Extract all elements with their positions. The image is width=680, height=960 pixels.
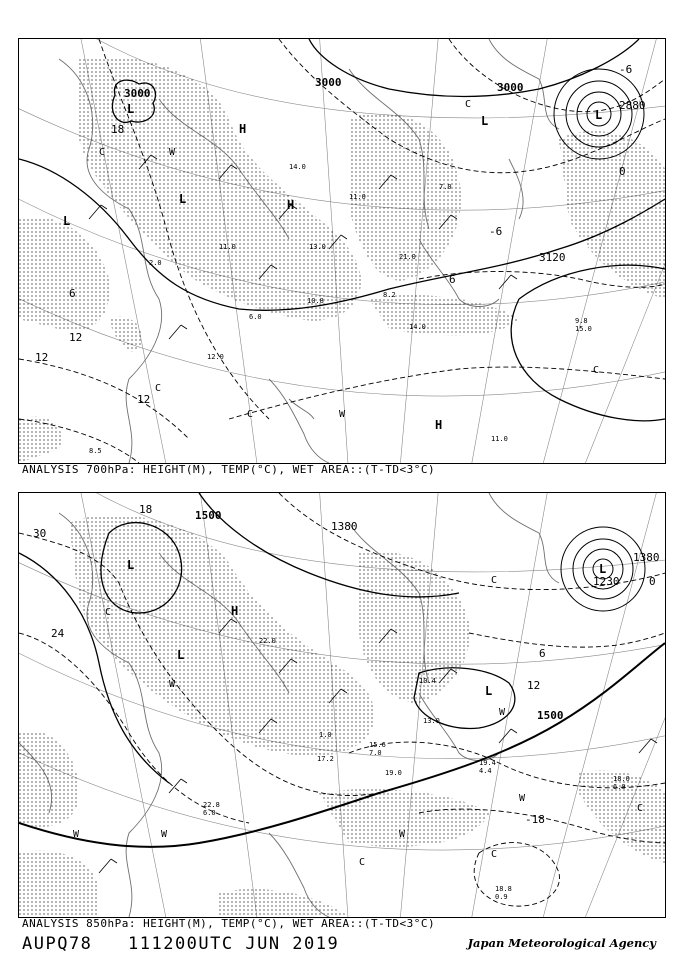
height-label: 1380	[331, 520, 358, 533]
station-value: 8.5	[89, 447, 102, 455]
warm-center: W	[339, 409, 346, 420]
height-label: 1380	[633, 551, 660, 564]
temp-label: 12	[69, 331, 83, 344]
warm-center: W	[399, 829, 406, 840]
station-value: 14.0	[289, 163, 306, 171]
station-value: 10.8	[307, 297, 324, 305]
low-center: L	[127, 558, 135, 572]
warm-center: W	[73, 829, 80, 840]
temp-label: 12	[527, 679, 541, 692]
height-label: 1230	[593, 575, 620, 588]
temp-label: 24	[51, 627, 65, 640]
warm-center: W	[499, 707, 506, 718]
low-center: L	[481, 114, 489, 128]
station-value: 10.4	[419, 677, 436, 685]
station-value: 7.0	[369, 749, 382, 757]
caption-850hpa: ANALYSIS 850hPa: HEIGHT(M), TEMP(°C), WET AREA::(T-TD<3°C)	[22, 917, 436, 930]
low-center: L	[485, 684, 493, 698]
station-value: 7.0	[439, 183, 452, 191]
temp-label: 18	[139, 503, 153, 516]
high-center: H	[231, 604, 239, 618]
station-value: 2.0	[149, 259, 162, 267]
cold-center: C	[593, 365, 600, 376]
station-value: 22.0	[259, 637, 276, 645]
station-value: 6.0	[249, 313, 262, 321]
temp-label: 30	[33, 527, 47, 540]
height-label: 1500	[195, 509, 222, 522]
station-value: 18.0	[613, 775, 630, 783]
low-center: L	[595, 108, 603, 122]
height-label: 3000	[497, 81, 524, 94]
temp-label: 6	[69, 287, 76, 300]
cold-center: C	[637, 803, 644, 814]
station-value: 11.0	[349, 193, 366, 201]
high-center: H	[435, 418, 443, 432]
station-value: 21.0	[399, 253, 416, 261]
temp-label: 18	[111, 123, 125, 136]
cold-center: C	[359, 857, 366, 868]
cold-center: C	[491, 849, 498, 860]
warm-center: W	[519, 793, 526, 804]
station-value: 19.4	[479, 759, 496, 767]
temp-label: 0	[649, 575, 656, 588]
station-value: 15.0	[575, 325, 592, 333]
map-700hpa-canvas	[19, 39, 665, 463]
cold-center: C	[491, 575, 498, 586]
low-center: L	[179, 192, 187, 206]
cold-center: C	[465, 99, 472, 110]
station-value: 18.8	[495, 885, 512, 893]
cold-center: C	[99, 147, 106, 158]
warm-center: W	[169, 679, 176, 690]
map-panel-700hpa	[18, 38, 666, 464]
cold-center: C	[247, 409, 254, 420]
low-center: L	[63, 214, 71, 228]
station-value: 1.0	[319, 731, 332, 739]
agency-name: Japan Meteorological Agency	[467, 936, 656, 950]
valid-time: 111200UTC JUN 2019	[128, 934, 340, 954]
chart-id: AUPQ78	[22, 934, 93, 954]
high-center: H	[239, 122, 247, 136]
temp-label: 6	[539, 647, 546, 660]
low-center: L	[599, 562, 607, 576]
station-value: 11.0	[491, 435, 508, 443]
height-label: 2880	[619, 99, 646, 112]
station-value: 22.8	[203, 801, 220, 809]
height-label: 1500	[537, 709, 564, 722]
station-value: 9.8	[575, 317, 588, 325]
station-value: 14.0	[409, 323, 426, 331]
cold-center: C	[105, 607, 112, 618]
temp-label: -18	[525, 813, 545, 826]
station-value: 6.0	[613, 783, 626, 791]
map-850hpa-canvas	[19, 493, 665, 917]
temp-label: 12	[35, 351, 49, 364]
station-value: 11.0	[219, 243, 236, 251]
station-value: 19.0	[385, 769, 402, 777]
high-center: H	[287, 198, 295, 212]
height-label: 3000	[315, 76, 342, 89]
low-center: L	[177, 648, 185, 662]
station-value: 13.0	[309, 243, 326, 251]
map-panel-850hpa	[18, 492, 666, 918]
caption-700hpa: ANALYSIS 700hPa: HEIGHT(M), TEMP(°C), WET AREA::(T-TD<3°C)	[22, 463, 436, 476]
temp-label: -6	[619, 63, 633, 76]
temp-label: -6	[489, 225, 503, 238]
station-value: 12.0	[207, 353, 224, 361]
warm-center: W	[169, 147, 176, 158]
height-label: 3000	[124, 87, 151, 100]
station-value: 17.2	[317, 755, 334, 763]
station-value: 15.6	[369, 741, 386, 749]
temp-label: 6	[449, 273, 456, 286]
cold-center: C	[155, 383, 162, 394]
station-value: 8.2	[383, 291, 396, 299]
height-label: 3120	[539, 251, 566, 264]
station-value: 4.4	[479, 767, 492, 775]
low-center: L	[127, 102, 135, 116]
temp-label: 0	[619, 165, 626, 178]
warm-center: W	[161, 829, 168, 840]
station-value: 0.9	[495, 893, 508, 901]
station-value: 6.0	[203, 809, 216, 817]
temp-label: 12	[137, 393, 151, 406]
station-value: 13.0	[423, 717, 440, 725]
